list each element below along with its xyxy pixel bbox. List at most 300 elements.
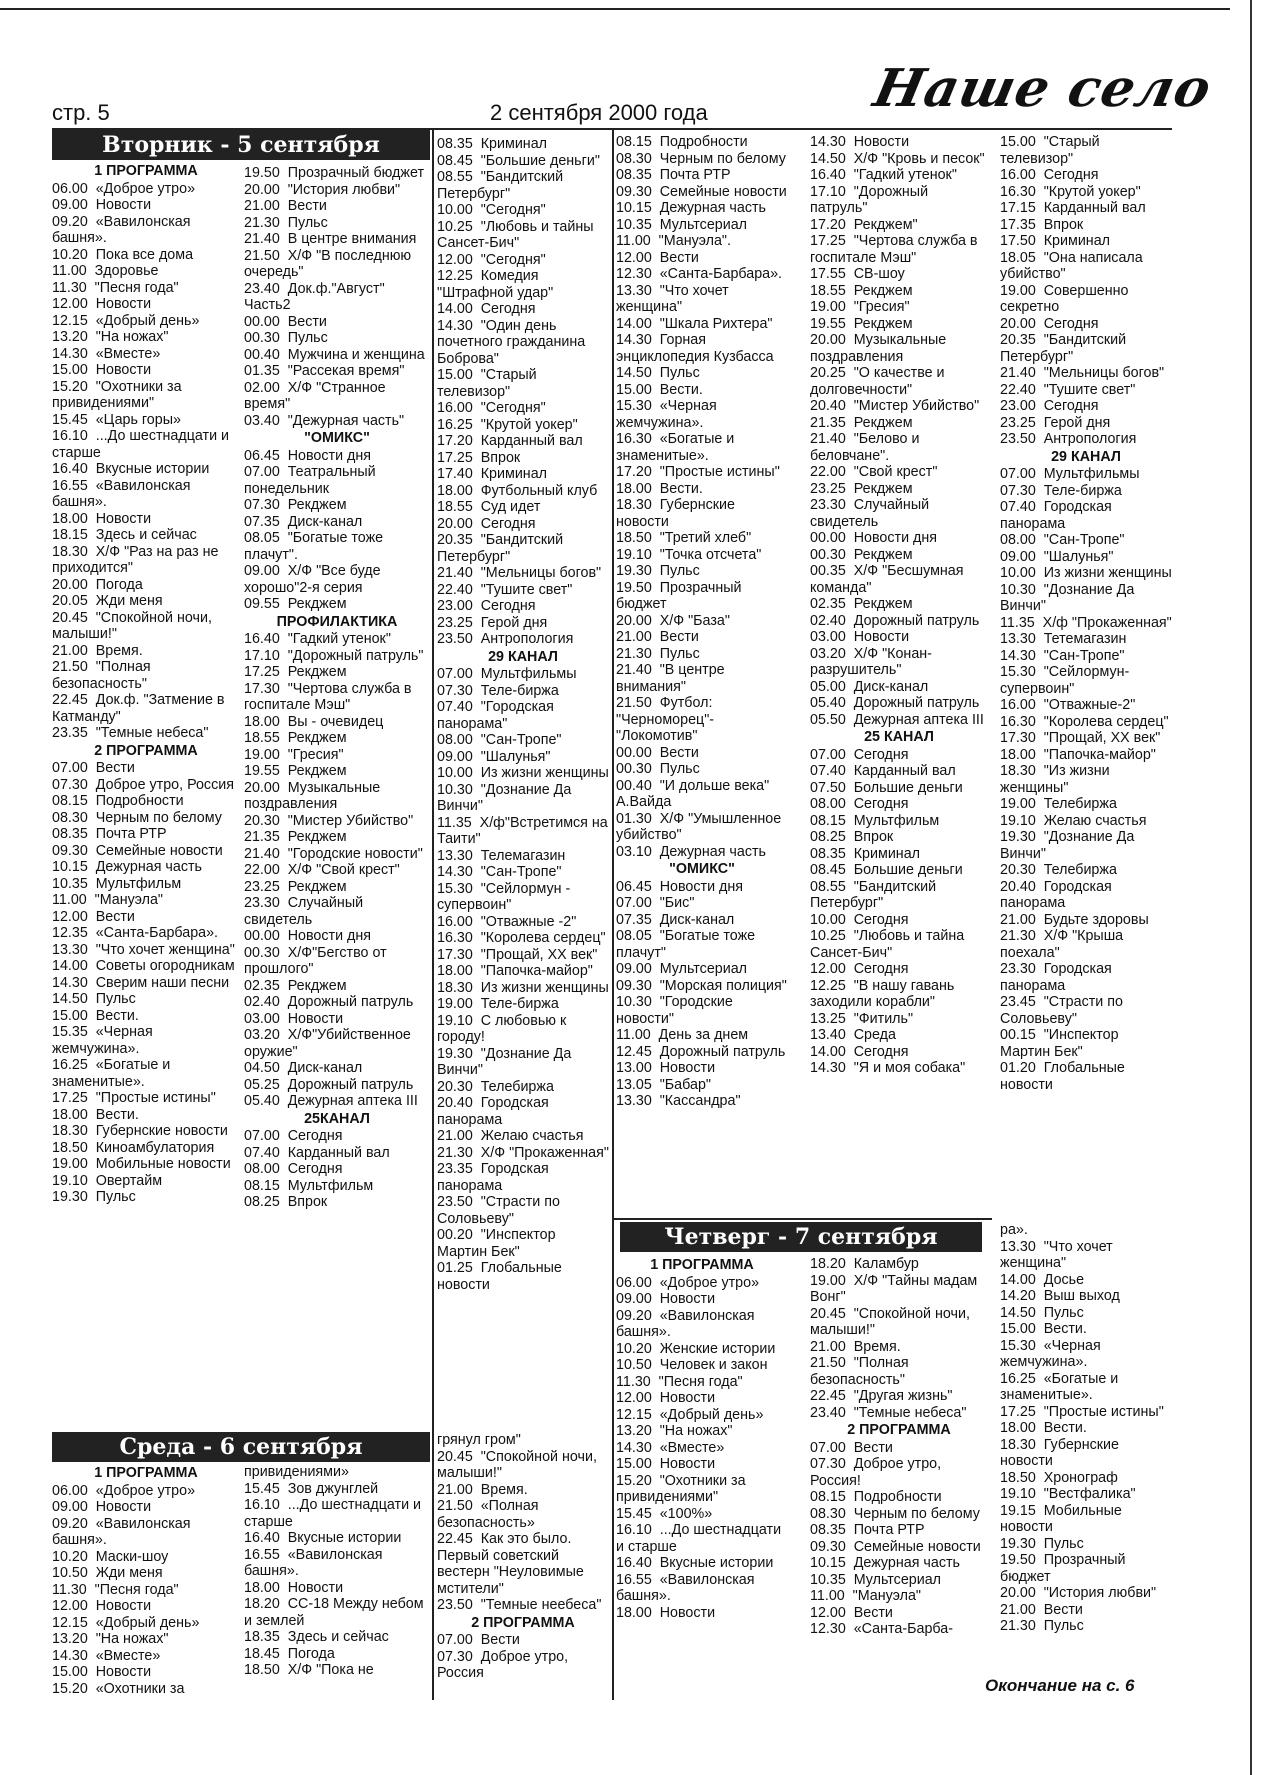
day-heading-wednesday: Среда - 6 сентября (52, 1432, 430, 1462)
channel-heading: ПРОФИЛАКТИКА (276, 613, 398, 630)
program-entry: 12.00 "Сегодня" (437, 251, 546, 268)
program-entry: 16.40 Вкусные истории (244, 1530, 402, 1546)
program-entry: 06.00 «Доброе утро» (52, 1482, 196, 1499)
schedule-column (810, 1256, 988, 1638)
program-entry: 18.30 Х/Ф "Раз на раз не приходится" (52, 543, 223, 576)
program-entry: 00.30 Х/Ф"Бегство от прошлого" (244, 944, 391, 977)
program-entry: 08.35 Почта РТР (616, 167, 731, 183)
program-entry: 18.00 Новости (244, 1579, 344, 1596)
top-edge-line (0, 8, 1230, 10)
program-entry: 08.15 Подробности (52, 793, 184, 809)
program-entry: 05.40 Дежурная аптека III (244, 1093, 418, 1109)
program-entry: 00.35 Х/Ф "Бесшумная команда" (810, 563, 968, 596)
program-entry: 10.30 "Дознание Да Винчи" (437, 781, 576, 814)
program-entry: 07.00 Сегодня (810, 746, 909, 763)
program-entry: 13.00 Новости (616, 1060, 716, 1076)
program-entry: 22.45 "Другая жизнь" (810, 1388, 953, 1404)
program-entry: 00.00 Новости дня (244, 928, 372, 944)
program-entry: 14.00 Советы огородникам (52, 958, 235, 974)
program-entry: 19.55 Рекджем (244, 763, 347, 779)
program-entry: 21.00 Вести (1000, 1601, 1083, 1618)
program-entry: 09.20 «Вавилонская башня». (52, 213, 195, 246)
program-entry: 08.15 Подробности (810, 1489, 942, 1505)
program-entry: 23.40 Док.ф."Август" Часть2 (244, 280, 389, 313)
program-entry: 20.00 Музыкальные поздравления (810, 332, 951, 365)
program-entry: 13.30 "Что хочет женщина" (52, 941, 235, 958)
program-entry: 07.00 Сегодня (244, 1128, 343, 1144)
program-entry: 21.35 Рекджем (244, 829, 347, 845)
program-entry: 02.35 Рекджем (244, 977, 347, 994)
program-entry: 08.55 "Бандитский Петербург" (437, 169, 568, 202)
program-entry: 03.20 Х/Ф "Конан-разрушитель" (810, 645, 932, 678)
program-entry: 08.35 Криминал (437, 136, 547, 152)
program-entry: 18.55 Рекджем (810, 282, 913, 299)
program-entry: 09.30 Семейные новости (810, 1538, 981, 1555)
program-entry: 03.10 Дежурная часть (616, 843, 766, 860)
program-entry: 20.00 "История любви" (1000, 1585, 1157, 1601)
program-entry: 08.45 "Большие деньги" (437, 152, 600, 169)
program-entry: 06.45 Новости дня (244, 447, 372, 464)
program-entry: 16.55 «Вавилонская башня». (244, 1546, 387, 1579)
schedule-column (1000, 134, 1172, 1093)
program-entry: 08.15 Подробности (616, 134, 748, 150)
program-entry: 14.30 Новости (810, 134, 910, 150)
program-entry: 10.30 "Дознание Да Винчи" (1000, 581, 1139, 614)
program-entry: 08.05 "Богатые тоже плачут". (244, 530, 388, 563)
program-entry: 16.25 «Богатые и знаменитые». (1000, 1370, 1123, 1403)
program-entry: 21.50 Футбол: "Черноморец"-"Локомотив" (616, 695, 717, 744)
program-entry: 07.30 Доброе утро, Россия! (810, 1456, 946, 1489)
program-entry: 03.40 "Дежурная часть" (244, 412, 405, 429)
program-entry: 22.00 Х/Ф "Свой крест" (244, 862, 400, 878)
program-entry: 00.30 Пульс (616, 761, 700, 777)
program-entry: 09.00 Х/Ф "Все буде хорошо"2-я серия (244, 563, 385, 596)
program-entry: 07.40 "Городская панорама" (437, 699, 558, 732)
program-entry: 14.30 Сверим наши песни (52, 974, 230, 991)
program-entry: 12.30 «Санта-Барба- (810, 1621, 953, 1637)
program-entry: 18.00 Вы - очевидец (244, 713, 384, 730)
program-entry: 14.50 Пульс (1000, 1304, 1084, 1321)
program-entry: 15.00 "Старый телевизор" (1000, 134, 1104, 167)
program-entry: 15.00 Новости (52, 362, 152, 378)
channel-heading: 29 КАНАЛ (1051, 448, 1121, 465)
channel-heading: 2 ПРОГРАММА (471, 1614, 575, 1631)
program-entry: привидениями» (244, 1464, 349, 1480)
program-entry: 16.30 "Королева сердец" (1000, 713, 1169, 730)
program-entry: 02.40 Дорожный патруль (810, 612, 980, 629)
program-entry: 19.30 "Дознание Да Винчи" (1000, 829, 1139, 862)
program-entry: 08.25 Впрок (244, 1194, 328, 1210)
day-heading-tuesday: Вторник - 5 сентября (52, 130, 430, 160)
program-entry: 23.50 "Страсти по Соловьеву" (437, 1194, 564, 1227)
program-entry: 03.00 Новости (244, 1010, 344, 1027)
program-entry: 14.30 "Я и моя собака" (810, 1060, 966, 1076)
program-entry: 00.15 "Инспектор Мартин Бек" (1000, 1027, 1123, 1060)
program-entry: 15.00 Новости (616, 1456, 716, 1472)
program-entry: 21.40 "Городские новости" (244, 845, 423, 862)
program-entry: 20.40 Городская панорама (1000, 878, 1116, 911)
program-entry: 14.50 Пульс (616, 365, 700, 381)
program-entry: 00.30 Пульс (244, 330, 328, 346)
program-entry: 00.00 Новости дня (810, 530, 938, 546)
program-entry: 16.40 Вкусные истории (52, 461, 210, 477)
program-entry: 12.15 «Добрый день» (52, 1614, 200, 1631)
program-entry: 19.10 "Вестфалика" (1000, 1486, 1136, 1502)
program-entry: 12.15 «Добрый день» (52, 312, 200, 329)
program-entry: 21.50 "Полная безопасность" (52, 659, 155, 692)
program-entry: 18.20 СС-18 Между небом и землей (244, 1596, 428, 1629)
program-entry: 07.35 Диск-канал (616, 911, 735, 928)
program-entry: 19.15 Мобильные новости (1000, 1502, 1126, 1535)
program-entry: 06.00 «Доброе утро» (52, 180, 196, 197)
program-entry: 08.15 Мультфильм (810, 812, 940, 829)
program-entry: 08.45 Большие деньги (810, 862, 963, 878)
program-entry: 23.30 Случайный свидетель (810, 497, 934, 530)
program-entry: 13.30 Телемагазин (437, 847, 566, 864)
program-entry: 07.30 Доброе утро, Россия (52, 776, 234, 793)
program-entry: 21.40 "Мельницы богов" (1000, 365, 1165, 381)
program-entry: 18.50 Хронограф (1000, 1469, 1118, 1486)
program-entry: 13.30 "Что хочет женщина" (1000, 1238, 1117, 1271)
program-entry: 16.40 "Гадкий утенок" (244, 631, 391, 647)
program-entry: 06.00 «Доброе утро» (616, 1274, 760, 1291)
program-entry: 19.50 Прозрачный бюджет (1000, 1552, 1130, 1585)
program-entry: 21.40 "Мельницы богов" (437, 565, 602, 581)
program-entry: 12.25 "В нашу гавань заходили корабли" (810, 977, 959, 1010)
program-entry: 13.25 "Фитиль" (810, 1010, 914, 1027)
program-entry: 08.55 "Бандитский Петербург" (810, 878, 941, 911)
program-entry: 16.30 «Богатые и знаменитые». (616, 431, 739, 464)
program-entry: 05.00 Диск-канал (810, 678, 929, 695)
program-entry: 21.40 "В центре внимания" (616, 662, 729, 695)
program-entry: 01.30 Х/Ф "Умышленное убийство" (616, 810, 786, 843)
program-entry: 00.00 Вести (616, 744, 699, 761)
page-number: стр. 5 (52, 100, 110, 125)
program-entry: 11.30 "Песня года" (52, 279, 179, 296)
program-entry: 23.45 "Страсти по Соловьеву" (1000, 994, 1127, 1027)
program-entry: 08.30 Черным по белому (52, 809, 222, 826)
program-entry: 18.05 "Она написала убийство" (1000, 249, 1147, 282)
program-entry: 08.35 Почта РТР (810, 1522, 925, 1538)
section-rule (612, 1218, 992, 1220)
channel-heading: 1 ПРОГРАММА (94, 163, 198, 179)
program-entry: 21.50 Х/Ф "В последнюю очередь" (244, 247, 416, 280)
program-entry: 09.20 «Вавилонская башня». (52, 1515, 195, 1548)
program-entry: 16.55 «Вавилонская башня». (616, 1571, 759, 1604)
program-entry: 11.00 День за днем (616, 1027, 749, 1043)
program-entry: 10.15 Дежурная часть (810, 1555, 960, 1571)
program-entry: 18.20 Каламбур (810, 1256, 919, 1272)
program-entry: 04.50 Диск-канал (244, 1060, 363, 1076)
program-entry: 14.30 Горная энциклопедия Кузбасса (616, 332, 774, 365)
program-entry: 23.50 "Темные неебеса" (437, 1597, 602, 1613)
program-entry: 20.30 Телебиржа (437, 1078, 554, 1095)
column-rule (612, 130, 614, 1700)
schedule-column (810, 134, 988, 1077)
program-entry: 12.45 Дорожный патруль (616, 1043, 786, 1060)
program-entry: 19.10 Желаю счастья (1000, 812, 1147, 829)
program-entry: 07.00 "Бис" (616, 895, 695, 911)
program-entry: 18.30 Губернские новости (52, 1123, 228, 1139)
program-entry: 19.30 Пульс (52, 1189, 136, 1205)
program-entry: 13.20 "На ножах" (52, 329, 169, 345)
program-entry: 16.30 "Королева сердец" (437, 930, 606, 946)
program-entry: 20.45 "Спокойной ночи, малыши!" (810, 1305, 974, 1338)
program-entry: 22.45 Док.ф. "Затмение в Катманду" (52, 692, 229, 725)
program-entry: 02.00 Х/Ф "Странное время" (244, 379, 390, 412)
program-entry: 13.40 Среда (810, 1027, 896, 1043)
schedule-column (437, 1432, 609, 1682)
program-entry: 09.00 Новости (52, 1499, 152, 1515)
program-entry: 10.00 "Сегодня" (437, 202, 546, 218)
program-entry: 20.45 "Спокойной ночи, малыши!" (437, 1448, 601, 1481)
program-entry: 16.55 «Вавилонская башня». (52, 477, 195, 510)
program-entry: 18.55 Рекджем (244, 730, 347, 746)
program-entry: 15.00 Вести. (1000, 1321, 1087, 1337)
program-entry: 19.50 Прозрачный бюджет (244, 165, 424, 181)
program-entry: 08.35 Почта РТР (52, 826, 167, 842)
program-entry: 15.45 Зов джунглей (244, 1480, 379, 1497)
program-entry: 01.25 Глобальные новости (437, 1260, 566, 1293)
program-entry: 21.00 Время. (810, 1338, 901, 1355)
program-entry: 08.00 "Сан-Тропе" (437, 732, 562, 748)
newspaper-logo: Наше село (868, 58, 1218, 119)
program-entry: 11.00 "Мануэла" (810, 1588, 921, 1604)
program-entry: 20.35 "Бандитский Петербург" (437, 532, 568, 565)
program-entry: 09.00 Новости (52, 197, 152, 213)
program-entry: 21.30 Х/Ф "Крыша поехала" (1000, 928, 1128, 961)
channel-heading: 1 ПРОГРАММА (650, 1257, 754, 1273)
program-entry: 08.25 Впрок (810, 829, 894, 845)
program-entry: 16.40 Вкусные истории (616, 1555, 774, 1571)
program-entry: 19.10 С любовью к городу! (437, 1012, 571, 1045)
program-entry: 23.40 "Темные небеса" (810, 1404, 967, 1421)
program-entry: 16.00 "Отважные-2" (1000, 697, 1136, 713)
program-entry: 19.55 Рекджем (810, 315, 913, 332)
program-entry: 10.25 "Любовь и тайны Сансет-Бич" (437, 218, 598, 251)
program-entry: 20.45 "Спокойной ночи, малыши!" (52, 609, 216, 642)
program-entry: 00.30 Рекджем (810, 546, 913, 563)
program-entry: 12.00 Новости (52, 296, 152, 312)
program-entry: 09.30 Семейные новости (52, 842, 223, 859)
program-entry: 23.25 Рекджем (810, 480, 913, 497)
program-entry: 15.35 «Черная жемчужина». (52, 1024, 157, 1057)
program-entry: 07.30 Рекджем (244, 497, 347, 513)
program-entry: 10.20 Пока все дома (52, 246, 194, 263)
program-entry: 07.30 Теле-биржа (437, 682, 559, 699)
program-entry: 15.30 «Черная жемчужина». (1000, 1337, 1105, 1370)
column-rule (432, 130, 434, 1700)
program-entry: 14.30 "Сан-Тропе" (1000, 647, 1125, 664)
program-entry: 16.10 ...До шестнадцати и старше (244, 1497, 426, 1530)
program-entry: 07.00 Мультфильмы (437, 666, 577, 682)
program-entry: 09.30 Семейные новости (616, 183, 787, 200)
program-entry: 21.40 "Белово и беловчане". (810, 431, 924, 464)
schedule-column (244, 165, 430, 1211)
program-entry: 20.00 Х/Ф "База" (616, 612, 730, 629)
program-entry: 12.15 «Добрый день» (616, 1406, 764, 1423)
program-entry: 15.00 Вести. (616, 381, 703, 398)
program-entry: 23.35 Городская панорама (437, 1161, 553, 1194)
program-entry: 02.40 Дорожный патруль (244, 994, 414, 1010)
program-entry: 15.00 Вести. (52, 1007, 139, 1024)
program-entry: 23.50 Антропология (437, 631, 574, 647)
program-entry: 14.30 "Один день почетного гражданина Боброва" (437, 317, 590, 367)
schedule-column (616, 134, 788, 1110)
program-entry: 20.00 Музыкальные поздравления (244, 779, 385, 812)
program-entry: 23.50 Антропология (1000, 431, 1137, 447)
program-entry: 12.30 «Санта-Барбара». (616, 266, 783, 282)
program-entry: 10.35 Мультсериал (810, 1571, 942, 1588)
program-entry: 10.35 Мультфильм (52, 875, 182, 892)
program-entry: 15.20 "Охотники за привидениями" (52, 378, 186, 411)
program-entry: 22.45 Как это было. Первый советский вестерн "Неуловимые мстители" (437, 1531, 588, 1597)
program-entry: 20.25 "О качестве и долговечности" (810, 365, 949, 398)
program-entry: 07.30 Теле-биржа (1000, 482, 1122, 499)
program-entry: 13.30 Тетемагазин (1000, 631, 1127, 647)
program-entry: 19.10 Овертайм (52, 1172, 163, 1189)
program-entry: 20.00 Погода (52, 576, 143, 593)
program-entry: 10.00 Из жизни женщины (437, 765, 609, 781)
program-entry: 09.55 Рекджем (244, 596, 347, 612)
program-entry: 18.50 Киноамбулатория (52, 1139, 215, 1156)
program-entry: 09.00 "Шалунья" (1000, 548, 1114, 565)
program-entry: 11.30 "Песня года" (52, 1581, 179, 1598)
program-entry: 16.10 ...До шестнадцати и старше (52, 428, 234, 461)
program-entry: 16.40 "Гадкий утенок" (810, 167, 957, 183)
program-entry: 17.25 "Простые истины" (52, 1090, 216, 1106)
program-entry: грянул гром" (437, 1432, 521, 1448)
program-entry: 14.00 Сегодня (437, 301, 536, 317)
program-entry: 18.00 Новости (616, 1604, 716, 1621)
program-entry: 00.40 Мужчина и женщина (244, 346, 425, 363)
program-entry: 15.30 "Сейлормун - супервоин" (437, 880, 575, 913)
program-entry: 14.50 Пульс (52, 991, 136, 1007)
program-entry: 12.00 Вести (52, 908, 135, 925)
program-entry: 07.00 Вести (52, 760, 135, 776)
program-entry: 07.00 Театральный понедельник (244, 464, 380, 497)
program-entry: 17.55 СВ-шоу (810, 266, 905, 282)
program-entry: 21.30 Пульс (616, 645, 700, 662)
program-entry: 17.25 Впрок (437, 449, 521, 466)
program-entry: 20.00 "История любви" (244, 181, 401, 198)
schedule-column (52, 162, 240, 1206)
program-entry: 17.35 Впрок (1000, 216, 1084, 233)
program-entry: 19.00 Мобильные новости (52, 1156, 231, 1172)
program-entry: 21.00 Вести (244, 198, 327, 214)
program-entry: 22.40 "Тушите свет" (1000, 381, 1136, 398)
program-entry: 20.40 Городская панорама (437, 1095, 553, 1128)
program-entry: 23.25 Герой дня (437, 614, 548, 631)
channel-heading: 25 КАНАЛ (864, 729, 934, 745)
program-entry: 21.00 Время. (437, 1481, 528, 1498)
program-entry: 14.30 "Сан-Тропе" (437, 864, 562, 880)
program-entry: 10.25 "Любовь и тайна Сансет-Бич" (810, 928, 969, 961)
schedule-column (244, 1464, 430, 1679)
program-entry: 14.00 Досье (1000, 1271, 1085, 1288)
program-entry: 18.00 Футбольный клуб (437, 482, 598, 499)
program-entry: 17.15 Карданный вал (1000, 200, 1146, 216)
program-entry: 18.00 "Папочка-майор" (437, 963, 593, 979)
program-entry: 00.00 Вести (244, 313, 327, 330)
program-entry: 20.30 "Мистер Убийство" (244, 812, 414, 829)
program-entry: 13.05 "Бабар" (616, 1076, 711, 1093)
channel-heading: 1 ПРОГРАММА (94, 1465, 198, 1481)
program-entry: 09.00 "Шалунья" (437, 748, 551, 765)
program-entry: 01.35 "Рассекая время" (244, 363, 405, 379)
program-entry: 19.00 Телебиржа (1000, 796, 1117, 812)
program-entry: 09.00 Мультсериал (616, 961, 748, 977)
program-entry: 19.30 Пульс (1000, 1535, 1084, 1552)
program-entry: 11.35 Х/ф"Встретимся на Таити" (437, 814, 612, 847)
program-entry: 17.25 "Простые истины" (1000, 1403, 1164, 1420)
program-entry: 20.00 Сегодня (1000, 315, 1099, 332)
program-entry: 08.30 Черным по белому (616, 150, 786, 167)
program-entry: 08.00 Сегодня (244, 1161, 343, 1177)
program-entry: 16.25 "Крутой уокер" (437, 416, 578, 433)
program-entry: 15.30 «Черная жемчужина». (616, 398, 721, 431)
program-entry: 17.25 Рекджем (244, 664, 347, 680)
scan-edge (1250, 0, 1270, 1775)
day-heading-thursday: Четверг - 7 сентября (620, 1222, 982, 1252)
program-entry: 18.35 Здесь и сейчас (244, 1629, 389, 1645)
program-entry: 16.10 ...До шестнадцати и старше (616, 1522, 786, 1555)
program-entry: 23.30 Городская панорама (1000, 961, 1116, 994)
program-entry: 07.40 Городская панорама (1000, 499, 1116, 532)
program-entry: 14.30 «Вместе» (616, 1439, 725, 1456)
program-entry: 07.40 Карданный вал (244, 1144, 390, 1161)
program-entry: 21.00 Желаю счастья (437, 1128, 584, 1144)
program-entry: 08.30 Черным по белому (810, 1505, 980, 1522)
program-entry: 17.30 "Прощай, XX век" (437, 946, 598, 963)
program-entry: 07.30 Доброе утро, Россия (437, 1648, 573, 1681)
program-entry: 15.45 «Царь горы» (52, 411, 181, 428)
program-entry: 14.20 Выш выход (1000, 1288, 1120, 1304)
program-entry: 18.00 Новости (52, 510, 152, 527)
program-entry: 23.35 "Темные небеса" (52, 725, 209, 741)
program-entry: 12.00 Новости (52, 1598, 152, 1614)
program-entry: 05.25 Дорожный патруль (244, 1076, 414, 1093)
program-entry: 23.25 Рекджем (244, 878, 347, 895)
program-entry: 18.00 Вести. (616, 480, 703, 497)
program-entry: 10.00 Сегодня (810, 911, 909, 928)
program-entry: 23.00 Сегодня (1000, 398, 1099, 414)
program-entry: 09.30 "Морская полиция" (616, 977, 787, 994)
program-entry: 00.20 "Инспектор Мартин Бек" (437, 1227, 560, 1260)
program-entry: 20.35 "Бандитский Петербург" (1000, 332, 1131, 365)
program-entry: 21.00 Вести (616, 629, 699, 645)
program-entry: 06.45 Новости дня (616, 878, 744, 895)
program-entry: ра». (1000, 1222, 1028, 1238)
program-entry: 10.20 Женские истории (616, 1340, 776, 1357)
program-entry: 20.00 Сегодня (437, 515, 536, 532)
issue-date: 2 сентября 2000 года (490, 100, 708, 125)
program-entry: 18.30 Губернские новости (616, 497, 739, 530)
program-entry: 08.35 Криминал (810, 845, 920, 862)
program-entry: 03.20 Х/Ф"Убийственное оружие" (244, 1027, 415, 1060)
program-entry: 21.40 В центре внимания (244, 231, 417, 247)
program-entry: 10.15 Дежурная часть (52, 859, 202, 875)
program-entry: 20.30 Телебиржа (1000, 862, 1117, 878)
program-entry: 21.30 Х/Ф "Прокаженная" (437, 1144, 609, 1161)
program-entry: 10.35 Мультсериал (616, 216, 748, 233)
program-entry: 19.30 Пульс (616, 563, 700, 579)
channel-heading: "ОМИКС" (304, 430, 370, 446)
program-entry: 21.30 Пульс (1000, 1618, 1084, 1634)
program-entry: 05.40 Дорожный патруль (810, 695, 980, 711)
program-entry: 18.30 "Из жизни женщины" (1000, 763, 1114, 796)
program-entry: 14.50 Х/Ф "Кровь и песок" (810, 150, 985, 167)
